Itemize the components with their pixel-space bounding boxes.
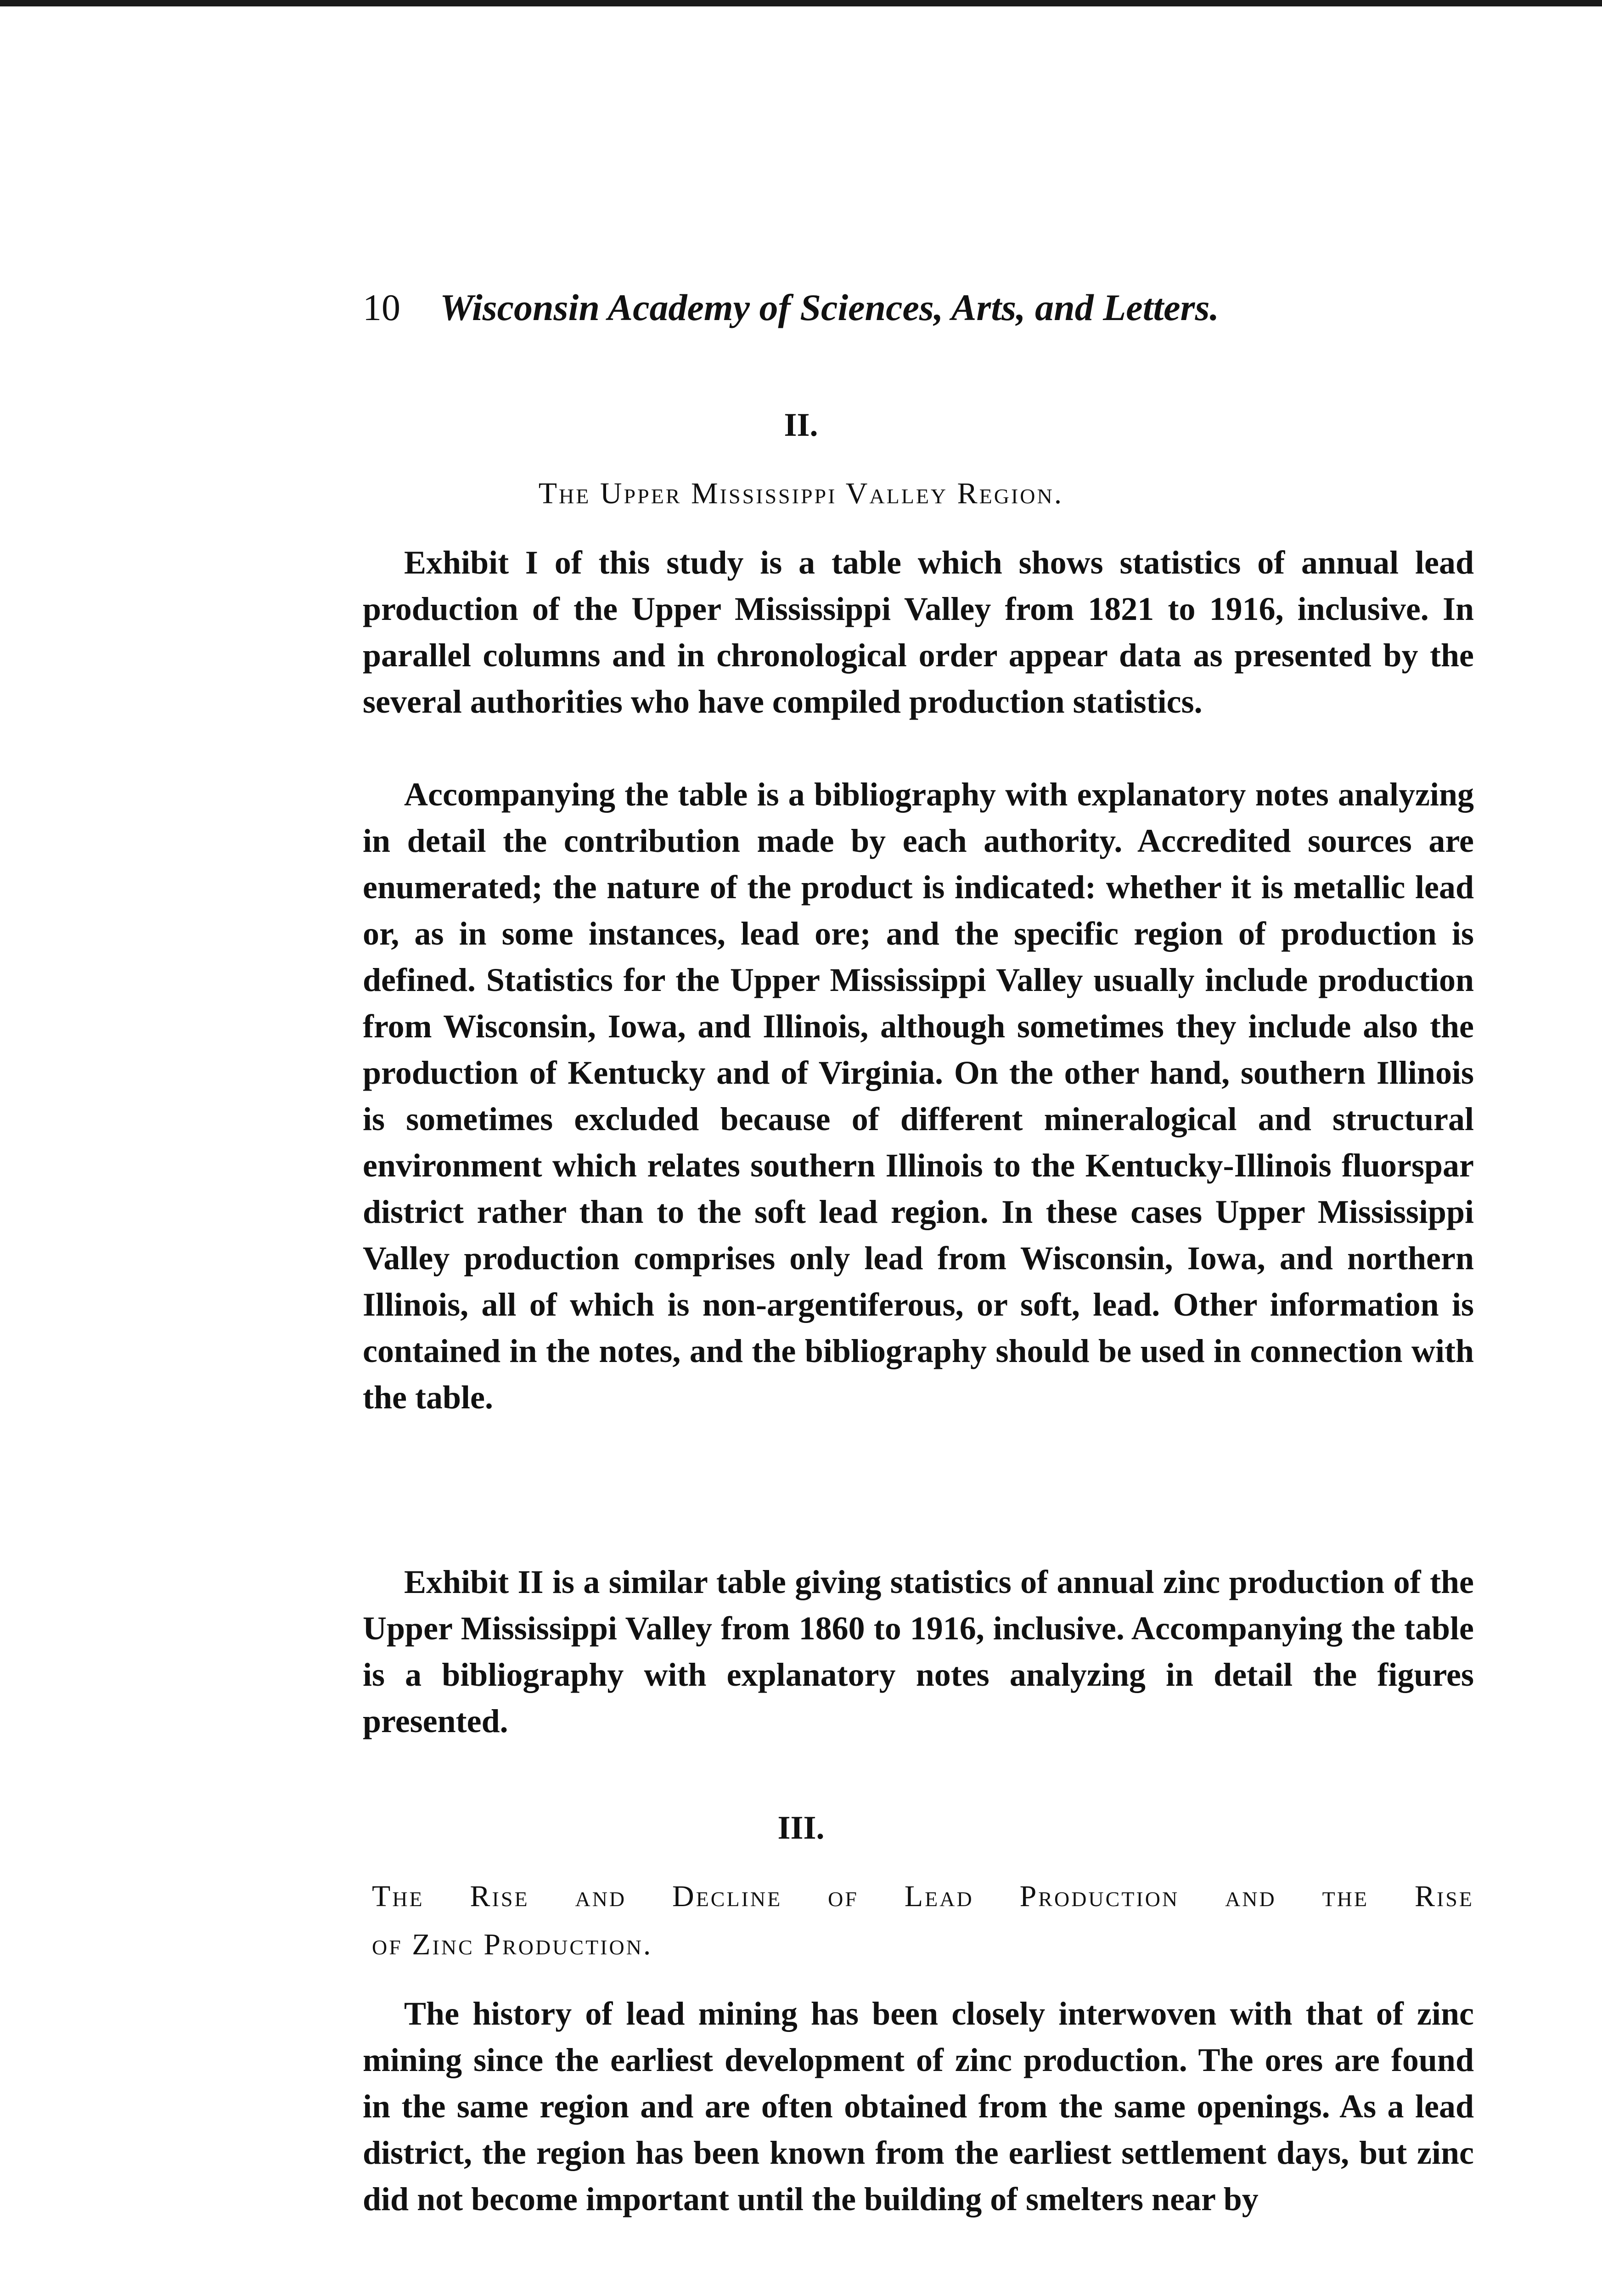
section-2-paragraph-2: Accompanying the table is a bibliography with explanatory notes analyzing in detail the contribution made by each authority. Accredited sources are enumerated; the nature of the product is indicated: whether it is metallic lead or, as in some instances, lead ore; and the specific region of production is defined. Statistics for the Upper Mississippi Valley usually include production from Wisconsin, Iowa, and Illinois, although sometimes they include also the production of Kentucky and of Virginia. On the other hand, southern Illinois is sometimes excluded because of different mineralogical and structural environment which relates southern Illinois to the Kentucky-Illinois fluorspar district rather than to the soft lead region. In these cases Upper Mississippi Valley production comprises only lead from Wisconsin, Iowa, and northern Illinois, all of which is non-argentiferous, or soft, lead. Other information is contained in the notes, and the bibliography should be used in connection with the table.: [363, 776, 1474, 1416]
section-2-heading: The Upper Mississippi Valley Region.: [538, 477, 1064, 510]
page-number: 10: [363, 287, 400, 328]
section-3-heading-line-1: The Rise and Decline of Lead Production and the Rise: [372, 1880, 1474, 1913]
section-3-numeral: III.: [777, 1809, 825, 1846]
journal-title: Wisconsin Academy of Sciences, Arts, and Letters.: [440, 287, 1219, 328]
section-2-paragraph-3: Exhibit II is a similar table giving statistics of annual zinc production of the Upper Mississippi Valley from 1860 to 1916, inclusive. Accompanying the table is a bibliography with explanatory notes analyzing in detail the figures presented.: [363, 1564, 1474, 1739]
section-3-paragraph-1: The history of lead mining has been closely interwoven with that of zinc mining since the earliest development of zinc production. The ores are found in the same region and are often obtained from the same openings. As a lead district, the region has been known from the earliest settlement days, but zinc did not become important until the building of smelters near by: [363, 1995, 1474, 2217]
scan-top-edge: [0, 0, 1602, 6]
section-2-paragraph-1: Exhibit I of this study is a table which shows statistics of annual lead production of the Upper Mississippi Valley from 1821 to 1916, inclusive. In parallel columns and in chronological order appear data as presented by the several authorities who have compiled production statistics.: [363, 544, 1474, 720]
section-2-numeral: II.: [784, 406, 818, 443]
section-3-heading-line-2: of Zinc Production.: [372, 1928, 653, 1961]
running-header: [363, 282, 1465, 333]
